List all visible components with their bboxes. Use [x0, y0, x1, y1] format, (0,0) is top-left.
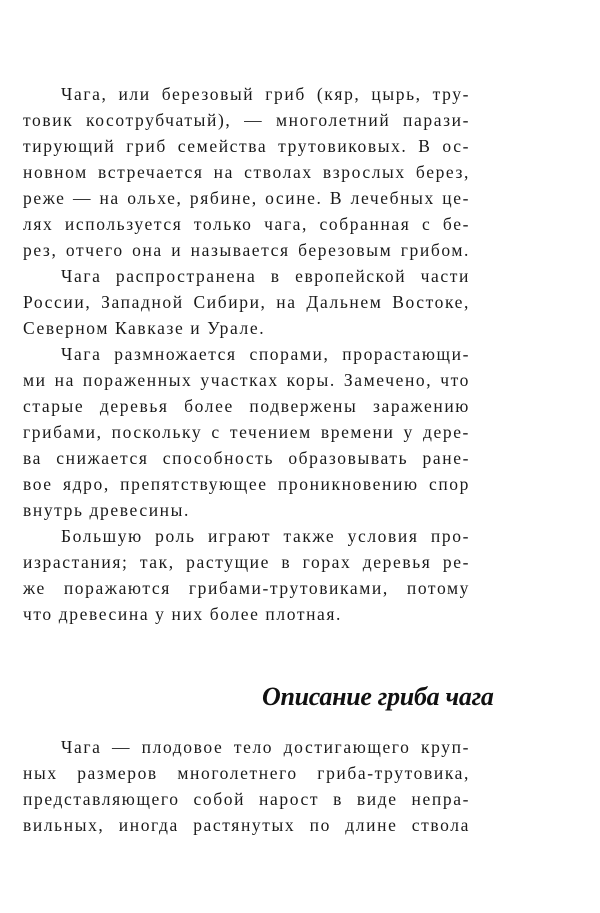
text-line: [23, 421, 470, 443]
text-line: [23, 814, 470, 836]
text-line: [23, 369, 470, 391]
text-line: [23, 788, 470, 810]
text-line: [23, 603, 470, 625]
text-line-content: лях используется только чага, собранная с бе-: [23, 214, 470, 234]
text-line-content: грибами, поскольку с течением времени у дере-: [23, 422, 470, 442]
text-line: [23, 447, 470, 469]
text-line-content: вильных, иногда растянутых по длине ствола: [23, 815, 470, 835]
text-line-content: реже — на ольхе, рябине, осине. В лечебных це-: [23, 188, 470, 208]
text-line: [23, 187, 470, 209]
text-line-content: новном встречается на стволах взрослых берез,: [23, 162, 470, 182]
text-line-content: ва снижается способность образовывать ране-: [23, 448, 470, 468]
text-line: [61, 83, 470, 105]
text-line: [61, 736, 470, 758]
text-line: [61, 525, 470, 547]
text-line-content: Северном Кавказе и Урале.: [23, 318, 266, 338]
text-line-content: Чага, или березовый гриб (кяр, цырь, тру-: [61, 84, 470, 104]
text-line-content: товик косотрубчатый), — многолетний парази-: [23, 110, 470, 130]
text-line-content: старые деревья более подвержены заражению: [23, 396, 470, 416]
text-line: [23, 395, 470, 417]
text-line: [23, 317, 470, 339]
text-line-content: израстания; так, растущие в горах деревья ре-: [23, 552, 470, 572]
text-line: [61, 265, 470, 287]
text-line: [23, 161, 470, 183]
text-line-content: Чага распространена в европейской части: [61, 266, 470, 286]
text-line-content: же поражаются грибами-трутовиками, потому: [23, 578, 470, 598]
text-line: [23, 213, 470, 235]
text-line-content: Большую роль играют также условия про-: [61, 526, 470, 546]
text-line-content: внутрь древесины.: [23, 500, 190, 520]
text-line: [23, 473, 470, 495]
text-line-content: России, Западной Сибири, на Дальнем Востоке,: [23, 292, 470, 312]
text-line: [23, 551, 470, 573]
text-line: [23, 577, 470, 599]
text-line: [23, 109, 470, 131]
text-line-content: представляющего собой нарост в виде непра-: [23, 789, 470, 809]
text-line-content: Чага — плодовое тело достигающего круп-: [61, 737, 470, 757]
text-line: [23, 291, 470, 313]
text-line: [23, 239, 470, 261]
text-line: [23, 135, 470, 157]
text-line-content: Чага размножается спорами, прорастающи-: [61, 344, 470, 364]
text-line-content: ми на пораженных участках коры. Замечено, что: [23, 370, 470, 390]
text-line-content: тирующий гриб семейства трутовиковых. В ос-: [23, 136, 470, 156]
text-line-content: рез, отчего она и называется березовым грибом.: [23, 240, 470, 260]
section-heading: Описание гриба чага: [262, 682, 494, 711]
text-line-content: что древесина у них более плотная.: [23, 604, 343, 624]
text-line: [61, 343, 470, 365]
text-line-content: ных размеров многолетнего гриба-трутовика,: [23, 763, 470, 783]
text-line: [23, 499, 470, 521]
text-line-content: вое ядро, препятствующее проникновению спор: [23, 474, 470, 494]
text-line: [23, 762, 470, 784]
